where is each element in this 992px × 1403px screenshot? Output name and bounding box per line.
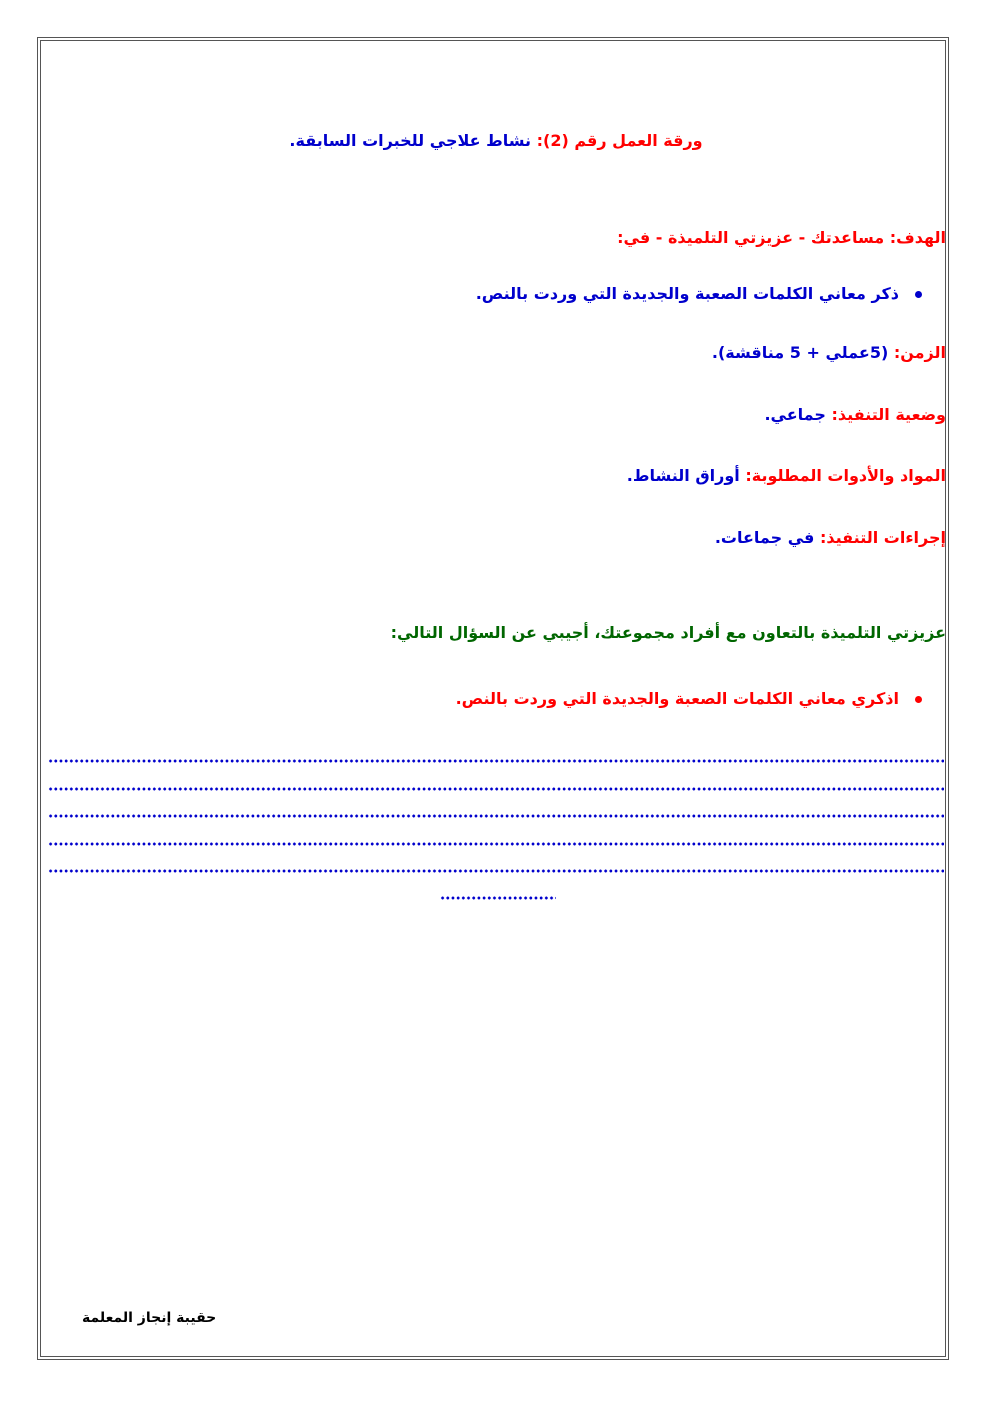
answer-line-6[interactable] — [440, 895, 556, 901]
procedure-value: في جماعات. — [714, 528, 815, 547]
procedure-label: إجراءات التنفيذ: — [819, 528, 946, 547]
question-bullet-item — [456, 688, 922, 710]
time-row — [712, 342, 946, 364]
goal-bullet-item — [476, 283, 922, 305]
materials-label: المواد والأدوات المطلوبة: — [745, 466, 946, 485]
procedure-row — [715, 527, 946, 549]
mode-label: وضعية التنفيذ: — [831, 405, 946, 424]
bullet-icon — [915, 696, 922, 703]
answer-line-2[interactable] — [48, 786, 944, 792]
goal-label: الهدف: مساعدتك - عزيزتي التلميذة - في: — [617, 228, 946, 247]
instruction-text: عزيزتي التلميذة بالتعاون مع أفراد مجموعتك، أجيبي عن السؤال التالي: — [390, 623, 946, 642]
answer-line-3[interactable] — [48, 813, 944, 819]
materials-row — [627, 465, 946, 487]
worksheet-title-prefix: ورقة العمل رقم (2): — [536, 131, 703, 150]
mode-value: جماعي. — [764, 405, 826, 424]
time-value: (5عملي + 5 مناقشة). — [711, 343, 889, 362]
mode-row — [764, 404, 946, 426]
worksheet-title — [0, 130, 992, 152]
footer-text: حقيبة إنجاز المعلمة — [82, 1310, 217, 1326]
materials-value: أوراق النشاط. — [626, 466, 740, 485]
bullet-icon — [915, 291, 922, 298]
answer-line-1[interactable] — [48, 758, 944, 764]
question-text: اذكري معاني الكلمات الصعبة والجديدة التي وردت بالنص. — [455, 689, 899, 708]
time-label: الزمن: — [893, 343, 946, 362]
worksheet-title-text: نشاط علاجي للخبرات السابقة. — [289, 131, 532, 150]
answer-line-5[interactable] — [48, 868, 944, 874]
goal-bullet-text: ذكر معاني الكلمات الصعبة والجديدة التي وردت بالنص. — [475, 284, 899, 303]
answer-line-4[interactable] — [48, 841, 944, 847]
